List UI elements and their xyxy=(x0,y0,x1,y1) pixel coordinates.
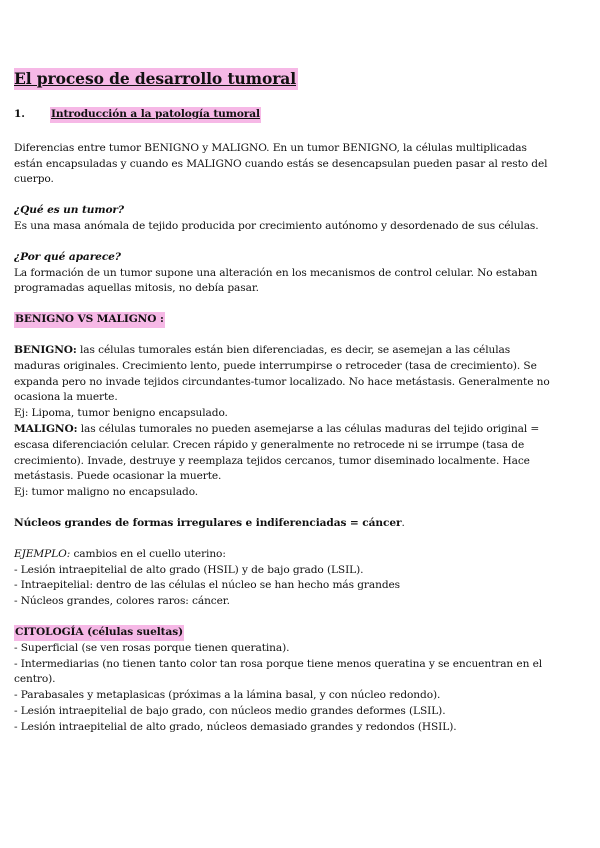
maligno-text: las células tumorales no pueden asemejarse a las células maduras del tejido original = escasa diferenciación celular. Crecen rápido y generalmente no retrocede ni se irrumpe (tasa de crecimiento). Invade, destruye y reemplaza tejidos cercanos, tumor diseminado localmente. Hace metástasis. Puede ocasionar la muerte. xyxy=(14,422,540,483)
list-item: - Lesión intraepitelial de alto grado (HSIL) y de bajo grado (LSIL). xyxy=(14,563,364,576)
benigno-example: Ej: Lipoma, tumor benigno encapsulado. xyxy=(14,407,228,420)
list-item: - Lesión intraepitelial de bajo grado, con núcleos medio grandes deformes (LSIL). xyxy=(14,704,446,717)
nucleos-bold: Núcleos grandes de formas irregulares e indiferenciadas = cáncer xyxy=(14,516,402,529)
ejemplo-intro xyxy=(14,547,550,563)
document-title: El proceso de desarrollo tumoral xyxy=(14,69,297,88)
ejemplo-text: cambios en el cuello uterino: xyxy=(70,547,226,560)
list-item: - Lesión intraepitelial de alto grado, núcleos demasiado grandes y redondos (HSIL). xyxy=(14,720,457,733)
citologia-block xyxy=(14,625,550,736)
list-item: - Núcleos grandes, colores raros: cáncer. xyxy=(14,595,230,608)
nucleos-tail: . xyxy=(401,516,405,529)
que-es-answer: Es una masa anómala de tejido producida por crecimiento autónomo y desordenado de sus células. xyxy=(14,219,539,232)
benigno-vs-maligno-heading: BENIGNO VS MALIGNO : xyxy=(14,312,165,328)
maligno-example: Ej: tumor maligno no encapsulado. xyxy=(14,486,199,499)
list-item: - Intermediarias (no tienen tanto color tan rosa porque tiene menos queratina y se encuentran en el centro). xyxy=(14,657,543,686)
por-que-question: ¿Por qué aparece? xyxy=(14,250,121,263)
benigno-text: las células tumorales están bien diferenciadas, es decir, se asemejan a las células maduras originales. Crecimiento lento, puede interrumpirse o retroceder (tasa de crecimiento). Se expanda pero no invade tejidos circundantes-tumor localizado. No hace metástasis. Generalmente no ocasiona la muerte. xyxy=(14,343,550,404)
section-heading xyxy=(14,107,550,123)
maligno-label: MALIGNO: xyxy=(14,422,78,435)
intro-paragraph: Diferencias entre tumor BENIGNO y MALIGNO. En un tumor BENIGNO, la células multiplicadas están encapsuladas y cuando es MALIGNO cuando estás se desencapsulan pueden pasar al resto del cuerpo. xyxy=(14,141,548,186)
list-item: - Intraepitelial: dentro de las células el núcleo se han hecho más grandes xyxy=(14,579,401,592)
benigno-maligno-block xyxy=(14,343,550,501)
list-item: - Parabasales y metaplasicas (próximas a la lámina basal, y con núcleo redondo). xyxy=(14,689,441,702)
que-es-block xyxy=(14,203,550,235)
por-que-block xyxy=(14,250,550,297)
ejemplo-block xyxy=(14,547,550,610)
section-title: Introducción a la patología tumoral xyxy=(50,107,261,123)
section-number: 1. xyxy=(14,108,25,120)
benigno-label: BENIGNO: xyxy=(14,343,77,356)
citologia-heading: CITOLOGÍA (células sueltas) xyxy=(14,625,184,641)
maligno-paragraph xyxy=(14,422,550,485)
por-que-answer: La formación de un tumor supone una alteración en los mecanismos de control celular. No estaban programadas aquellas mitosis, no debía pasar. xyxy=(14,266,538,295)
benigno-paragraph xyxy=(14,343,550,406)
ejemplo-label: EJEMPLO: xyxy=(14,547,71,560)
que-es-question: ¿Qué es un tumor? xyxy=(14,204,125,217)
document-page xyxy=(14,68,550,736)
nucleos-line xyxy=(14,516,550,532)
list-item: - Superficial (se ven rosas porque tienen queratina). xyxy=(14,641,290,654)
benigno-vs-maligno-heading-row xyxy=(14,312,550,328)
